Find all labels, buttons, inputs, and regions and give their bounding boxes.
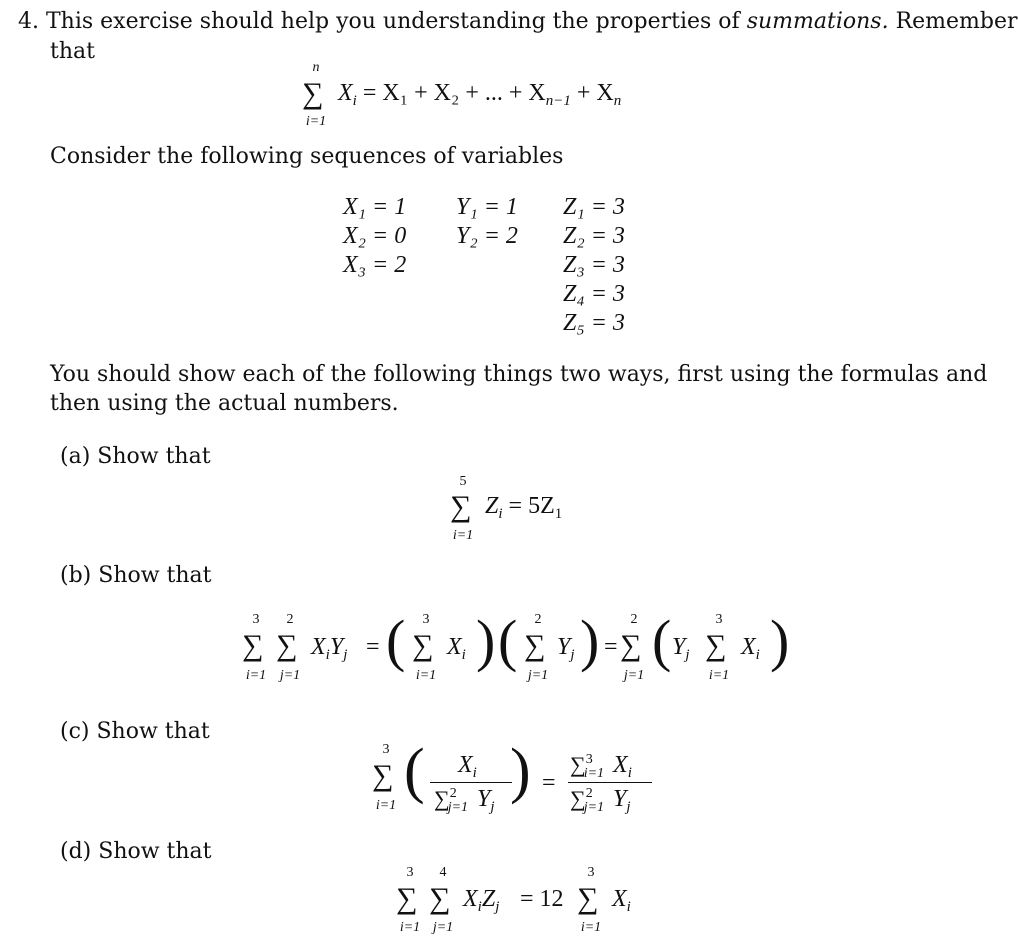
b-s5-upper: 2 xyxy=(630,612,638,627)
d-rhs: = 12 xyxy=(520,886,564,912)
b-equals-2: = xyxy=(604,634,618,660)
intro-line2: that xyxy=(50,39,95,64)
c-right-numerator: ∑3i=1 $X_i$ xyxy=(570,752,632,781)
b-lparen-1: ( xyxy=(386,608,406,673)
x-value: X₂ = 0 xyxy=(343,223,407,249)
b-sigma-3: ∑ xyxy=(412,629,434,662)
b-rparen-1: ) xyxy=(476,608,496,673)
b-sigma-2: ∑ xyxy=(276,629,298,662)
b-sigma-6: ∑ xyxy=(705,629,727,662)
z-value: Z₂ = 3 xyxy=(563,223,625,249)
def-sum-upper: n xyxy=(312,60,320,75)
a-sum-upper: 5 xyxy=(459,474,467,489)
part-a-label: (a) Show that xyxy=(60,444,211,469)
b-s4-upper: 2 xyxy=(534,612,542,627)
instructions-line2: then using the actual numbers. xyxy=(50,391,399,416)
b-yj: $Y_j$ xyxy=(557,634,575,663)
part-b-label: (b) Show that xyxy=(60,563,212,588)
b-rparen-3: ) xyxy=(770,608,790,673)
c-sigma: ∑ xyxy=(372,759,394,792)
d-s2-lower: j=1 xyxy=(432,920,454,935)
c-rparen: ) xyxy=(510,737,531,805)
b-s3-lower: i=1 xyxy=(415,668,437,683)
part-c-label: (c) Show that xyxy=(60,719,210,744)
b-s6-upper: 3 xyxy=(715,612,723,627)
d-s1-upper: 3 xyxy=(406,865,414,880)
d-sigma-2: ∑ xyxy=(429,882,451,915)
def-sigma: ∑ xyxy=(302,77,324,110)
b-lparen-2: ( xyxy=(498,608,518,673)
b-s3-upper: 3 xyxy=(422,612,430,627)
exercise-number: 4. xyxy=(18,9,39,34)
c-denominator: ∑2j=1 $Y_j$ xyxy=(434,786,495,815)
b-s5-lower: j=1 xyxy=(623,668,645,683)
c-sum-lower: i=1 xyxy=(375,798,397,813)
b-s6-lower: i=1 xyxy=(708,668,730,683)
c-fraction-bar xyxy=(430,782,512,783)
instructions-line1: You should show each of the following things two ways, first using the formulas and xyxy=(50,362,988,387)
b-s2-lower: j=1 xyxy=(279,668,301,683)
b-s4-lower: j=1 xyxy=(527,668,549,683)
d-sigma-1: ∑ xyxy=(396,882,418,915)
z-value: Z₅ = 3 xyxy=(563,310,625,336)
part-d-label: (d) Show that xyxy=(60,839,212,864)
z-value: Z₁ = 3 xyxy=(563,194,625,220)
y-value: Y₁ = 1 xyxy=(456,194,518,220)
b-s1-upper: 3 xyxy=(252,612,260,627)
b-xi: $X_i$ xyxy=(447,634,466,663)
b-xi-2: $X_i$ xyxy=(741,634,760,663)
x-value: X₁ = 1 xyxy=(343,194,407,220)
b-yj-2: $Y_j$ xyxy=(672,634,690,663)
b-sigma-5: ∑ xyxy=(620,629,642,662)
c-sum-upper: 3 xyxy=(382,742,390,757)
intro-emphasis: summations. xyxy=(746,9,889,34)
x-value: X₃ = 2 xyxy=(343,252,407,278)
b-equals-1: = xyxy=(366,634,380,660)
def-sum-lower: i=1 xyxy=(305,114,327,129)
b-lparen-3: ( xyxy=(652,608,672,673)
intro-text: This exercise should help you understanding the properties of xyxy=(46,9,740,34)
z-value: Z₄ = 3 xyxy=(563,281,625,307)
b-term: $X_iY_j$ xyxy=(311,634,348,663)
d-s3-lower: i=1 xyxy=(580,920,602,935)
c-right-fraction-bar xyxy=(568,782,652,783)
a-sum-lower: i=1 xyxy=(452,528,474,543)
d-sigma-3: ∑ xyxy=(577,882,599,915)
c-numerator: $X_i$ xyxy=(458,752,477,781)
d-s2-upper: 4 xyxy=(439,865,447,880)
d-s1-lower: i=1 xyxy=(399,920,421,935)
a-expression: $Z_i = 5Z_1$ xyxy=(485,493,563,522)
b-rparen-2: ) xyxy=(580,608,600,673)
consider-text: Consider the following sequences of variables xyxy=(50,144,564,169)
b-sigma-1: ∑ xyxy=(242,629,264,662)
b-s1-lower: i=1 xyxy=(245,668,267,683)
b-s2-upper: 2 xyxy=(286,612,294,627)
d-last: $X_i$ xyxy=(612,886,631,915)
y-value: Y₂ = 2 xyxy=(456,223,518,249)
b-sigma-4: ∑ xyxy=(524,629,546,662)
c-equals: = xyxy=(542,770,556,796)
z-value: Z₃ = 3 xyxy=(563,252,625,278)
exercise-intro xyxy=(18,8,1018,36)
def-expression: $X_i = X_1 + X_2$ + ... + $X_{n-1} + X_n$ xyxy=(338,80,622,109)
c-lparen: ( xyxy=(404,737,425,805)
d-s3-upper: 3 xyxy=(587,865,595,880)
a-sigma: ∑ xyxy=(450,490,472,523)
d-term: $X_iZ_j$ xyxy=(463,886,500,915)
c-right-denominator: ∑2j=1 $Y_j$ xyxy=(570,786,631,815)
intro-text-after: Remember xyxy=(895,9,1018,34)
